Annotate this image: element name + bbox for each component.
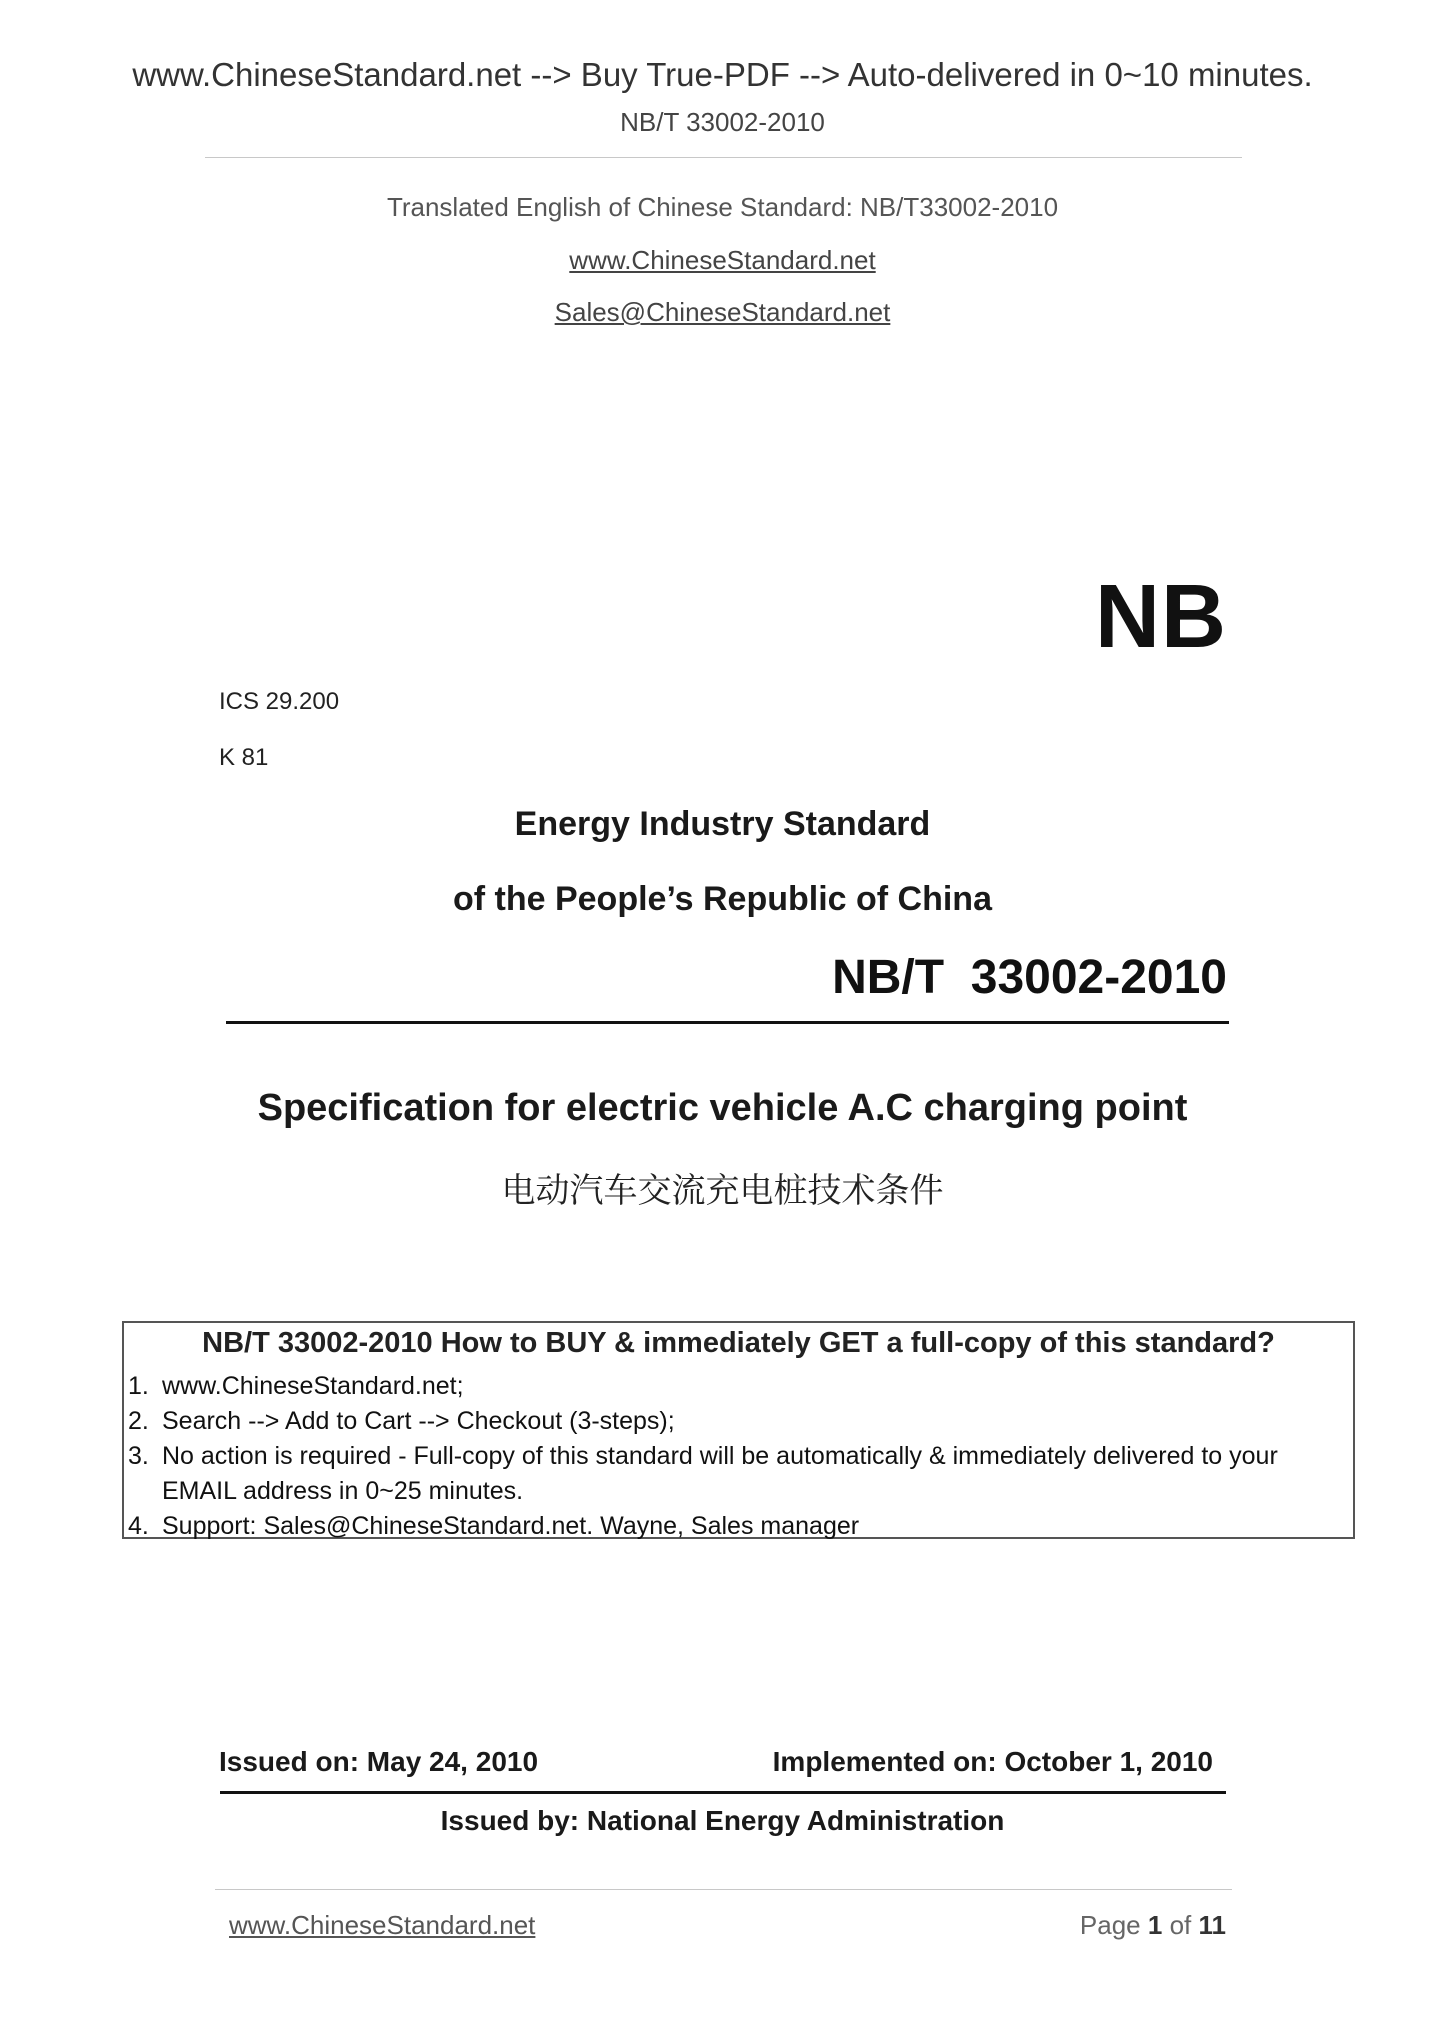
buy-step <box>128 1369 1348 1404</box>
header-divider <box>205 157 1242 158</box>
k-code: K 81 <box>219 744 269 771</box>
implemented-date: Implemented on: October 1, 2010 <box>772 1746 1213 1777</box>
dates-divider <box>220 1791 1226 1794</box>
buy-step-number: 2. <box>128 1407 149 1435</box>
translated-note: Translated English of Chinese Standard: NB/T33002-2010 <box>386 192 1059 222</box>
footer-website-link[interactable]: www.ChineseStandard.net <box>229 1910 536 1940</box>
buy-step-text: Search --> Add to Cart --> Checkout (3-steps); <box>162 1407 675 1435</box>
page-total: 11 <box>1198 1910 1226 1940</box>
ics-code: ICS 29.200 <box>219 688 340 715</box>
buy-step-text: No action is required - Full-copy of this standard will be automatically & immediately delivered to your EMAIL address in 0~25 minutes. <box>162 1442 1278 1505</box>
standard-number: NB/T 33002-2010 <box>832 951 1227 1004</box>
issuing-authority: Issued by: National Energy Administration <box>440 1805 1005 1836</box>
title-english: Specification for electric vehicle A.C charging point <box>257 1087 1188 1129</box>
buy-step <box>128 1404 1348 1439</box>
header-standard-code: NB/T 33002-2010 <box>620 107 825 137</box>
title-chinese: 电动汽车交流充电桩技术条件 <box>501 1171 944 1211</box>
issued-date: Issued on: May 24, 2010 <box>219 1746 539 1777</box>
standard-type-line1: Energy Industry Standard <box>514 805 931 843</box>
buy-step-text[interactable]: www.ChineseStandard.net; <box>162 1372 464 1400</box>
buy-step <box>128 1509 1348 1544</box>
page-prefix: Page <box>1079 1910 1141 1940</box>
buy-box-title: NB/T 33002-2010 How to BUY & immediately GET a full-copy of this standard? <box>202 1327 1275 1359</box>
header-top-line: www.ChineseStandard.net --> Buy True-PDF --> Auto-delivered in 0~10 minutes. <box>132 56 1313 93</box>
buy-step-number: 1. <box>128 1372 149 1400</box>
buy-step-number: 4. <box>128 1512 149 1540</box>
footer-divider <box>215 1889 1232 1890</box>
email-link[interactable]: Sales@ChineseStandard.net <box>554 297 891 327</box>
buy-steps-list <box>128 1369 1348 1544</box>
website-link[interactable]: www.ChineseStandard.net <box>569 245 876 275</box>
page-of: of <box>1169 1910 1192 1940</box>
page-indicator <box>1080 1910 1226 1941</box>
how-to-buy-box <box>122 1321 1355 1539</box>
page-current: 1 <box>1147 1910 1163 1940</box>
title-divider <box>226 1021 1229 1024</box>
buy-step-number: 3. <box>128 1442 149 1470</box>
buy-step-text[interactable]: Support: Sales@ChineseStandard.net. Wayne, Sales manager <box>162 1512 860 1540</box>
standard-type-line2: of the People’s Republic of China <box>452 880 992 918</box>
buy-step <box>128 1439 1348 1509</box>
nb-logo-text: NB <box>1095 567 1227 667</box>
